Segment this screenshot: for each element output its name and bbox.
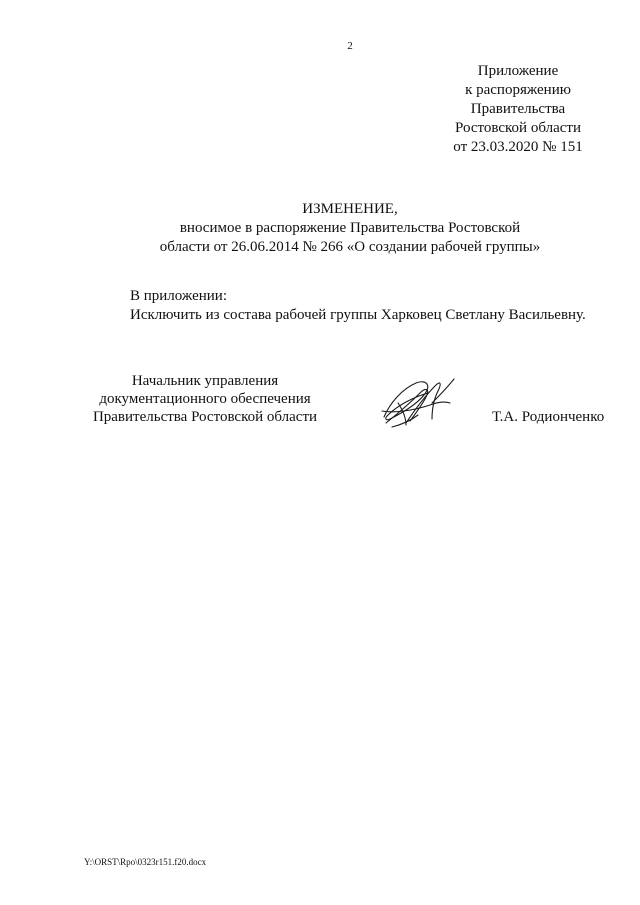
position-line: документационного обеспечения [99, 391, 311, 407]
title-subline: вносимое в распоряжение Правительства Ростовской [179, 220, 521, 236]
appendix-line: Ростовской области [455, 120, 581, 136]
handwritten-signature [376, 373, 458, 431]
appendix-line: Правительства [470, 101, 566, 117]
title-heading: ИЗМЕНЕНИЕ, [302, 201, 398, 217]
document-body [130, 287, 586, 325]
position-line: Начальник управления [131, 373, 279, 389]
appendix-line: к распоряжению [465, 82, 571, 98]
appendix-line: Приложение [477, 63, 559, 79]
appendix-line: от 23.03.2020 № 151 [453, 139, 583, 155]
title-subline: области от 26.06.2014 № 266 «О создании рабочей группы» [159, 239, 541, 255]
page-number: 2 [347, 40, 353, 52]
appendix-header [430, 62, 606, 157]
signer-name: Т.А. Родионченко [492, 409, 605, 425]
signatory-position [80, 372, 330, 426]
body-paragraph: Исключить из состава рабочей группы Харковец Светлану Васильевну. [130, 307, 586, 323]
file-path-footer: Y:\ORST\Rpo\0323r151.f20.docx [84, 857, 207, 867]
position-line: Правительства Ростовской области [92, 409, 318, 425]
document-title [100, 200, 600, 257]
body-paragraph: В приложении: [130, 288, 227, 304]
